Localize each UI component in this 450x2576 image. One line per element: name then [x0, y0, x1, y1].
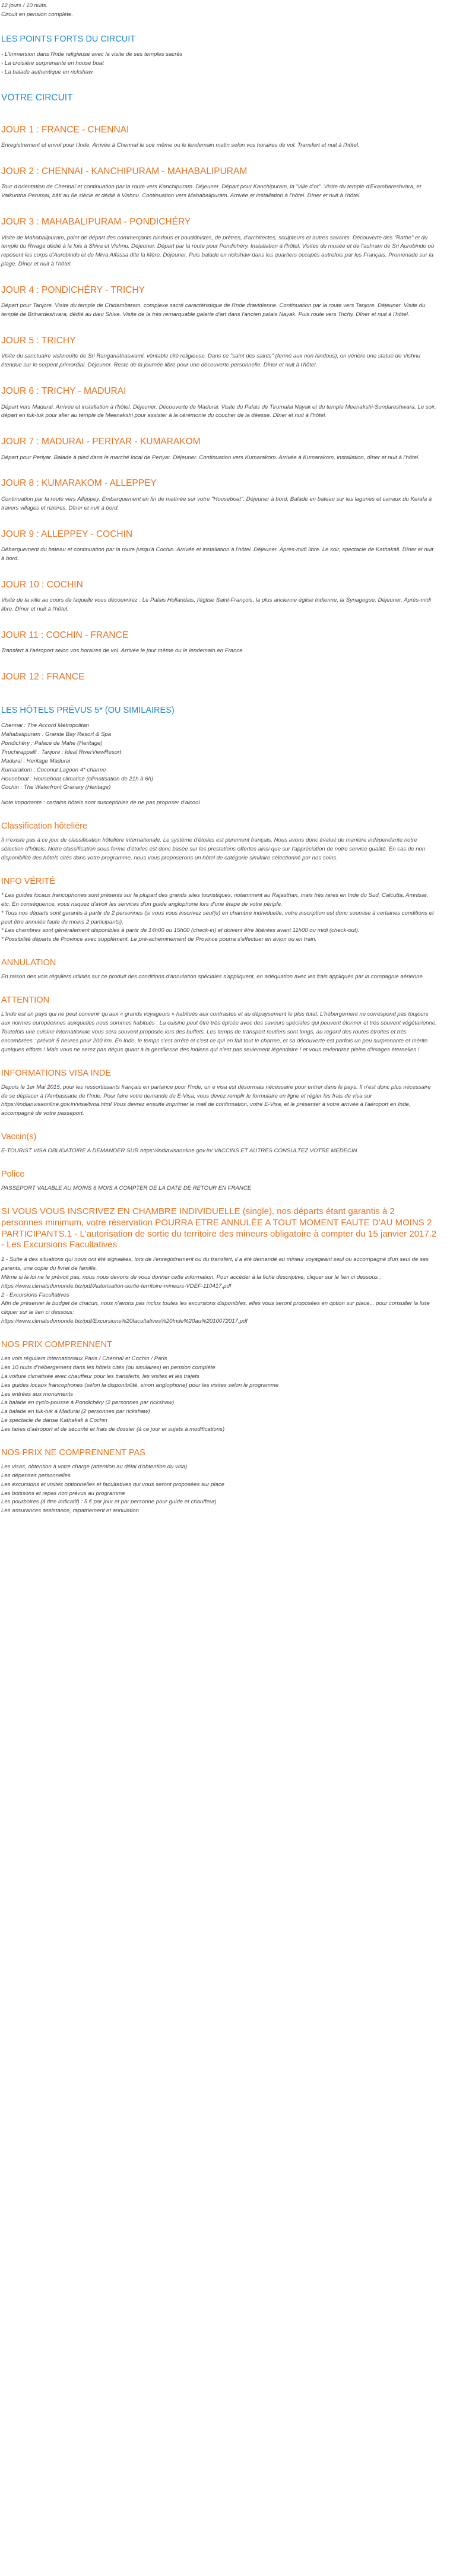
- day-8: [1, 478, 437, 513]
- list-item: Les excursions et visites optionnelles et facultatives qui vous seront proposées sur place: [1, 1481, 224, 1488]
- points-forts-heading: LES POINTS FORTS DU CIRCUIT: [1, 34, 136, 44]
- day-3: [1, 216, 437, 269]
- info-verite-list: [1, 892, 437, 944]
- list-item: Mahabalipuram : Grande Bay Resort & Spa: [1, 731, 112, 738]
- list-item: Même si la loi ne le prévoit pas, nous nous devons de vous donner cette information. Pour accéder à la fiche descriptive, cliquer sur le lien ci dessous :: [1, 1273, 381, 1281]
- list-item: - La croisière surprenante en house boat: [1, 59, 104, 67]
- list-item: Les guides locaux francophones (selon la disponibilité, sinon anglophone) pour les visites selon le programme: [1, 1382, 279, 1389]
- day-text: Enregistrement et envol pour l'Inde. Arrivée à Chennaï le soir même ou le lendemain matin selon vos horaires de vol. Transfert et nuit à l'hôtel.: [1, 142, 360, 149]
- day-text: Débarquement du bateau et continuation par la route jusqu'à Cochin. Arrivée et installation à l'hôtel. Déjeuner. Après-midi libre. Le soir, spectacle de Kathakali. Dîner et nuit à bord.: [1, 546, 433, 562]
- day-title: JOUR 9 : ALLEPPEY - COCHIN: [1, 529, 133, 539]
- single-list: [1, 1256, 437, 1326]
- day-1: [1, 124, 437, 150]
- list-item: Afin de préserver le budget de chacun, nous n'avons pas inclus toutes les excursions disponibles, elles vous seront proposées en option sur place... pour consulter la liste cliquer sur le lien ci dessous:: [1, 1300, 430, 1316]
- day-title: JOUR 8 : KUMARAKOM - ALLEPPEY: [1, 478, 157, 489]
- attention-text: L'Inde est un pays qui ne peut convenir qu'aux « grands voyageurs » habitués aux contrastes et au dépaysement le plus total. L'hébergement ne correspond pas toujours aux normes européennes auxquelles nous sommes habitués . La cuisine peut être très épicée avec des saveurs spéciales qui peuvent étonner et très souvent végétarienne. Toutefois une cuisine internationale vous sera souvent proposée lors des buffets. Les temps de transport routiers sont longs, au regard des routes étroites et très encombrées : prévoir 5 heures pour 200 km. En Inde, le temps s'est arrêté et c'est ce qui en fait tout le charme, et sa découverte est parfois un peu surprenante et mérite quelques efforts ! Mais vous ne serez pas déçus quant à la gentillesse des indiens qui n'est pas seulement légendaire ! et vous reviendrez pleins d'images éternelles !: [1, 1011, 437, 1053]
- intro: [1, 2, 437, 20]
- hotels-note: Note importante : certains hôtels sont susceptibles de ne pas proposer d'alcool: [1, 799, 200, 807]
- list-item: Tiruchirappalli : Tanjore : Ideal RiverViewResort: [1, 749, 122, 756]
- day-text: Tour d'orientation de Chennaï et continuation par la route vers Kanchipuram. Déjeuner. Départ pour Kanchipuram, la "ville d'or". Visite du temple d'Ekambareshvara, et Vaikuntha Perumal, bâti au 8e siècle et dédié à Vishnu. Continuation vers Mahabalipuram. Arrivée et installation à l'hôtel. Dîner et nuit à l'hôtel.: [1, 184, 422, 200]
- list-item: La balade en tuk-tuk à Madurai (2 personnes par rickshaw): [1, 1408, 150, 1415]
- hotels-heading: LES HÔTELS PRÉVUS 5* (OU SIMILAIRES): [1, 706, 175, 716]
- day-text: Départ vers Madurai. Arrivée et installation à l'hôtel. Déjeuner. Découverte de Madurai. Visite du Palais de Tirumalai Nayak et du temple Meenakshi-Sundareshwara. Le soir, départ en tuk-tuk pour aller au temple de Meenakshi pour assister à la cérémonie du coucher de la déesse. Dîner et nuit à l'hôtel.: [1, 403, 436, 419]
- list-item: Les pourboires (à titre indicatif) : 5 € par jour et par personne pour guide et chauffeur): [1, 1499, 217, 1506]
- link-autorisation[interactable]: https://www.climatsdumonde.biz/pdf/Autorisation-sortie-territoire-mineurs-VDEF-110417.pdf: [1, 1282, 232, 1289]
- list-item: Les entrées aux monuments: [1, 1390, 74, 1398]
- prix-ne-comprennent-list: [1, 1463, 437, 1516]
- list-item: Les assurances assistance, rapatriement et annulation: [1, 1507, 139, 1515]
- day-title: JOUR 12 : FRANCE: [1, 671, 85, 682]
- day-text: Visite de la ville au cours de laquelle vous découvrirez : Le Palais Hollandais, l'église Saint-François, la plus ancienne église Indienne, la Synagogue. Déjeuner. Après-midi libre. Dîner et nuit à l'hôtel.: [1, 597, 432, 612]
- day-title: JOUR 1 : FRANCE - CHENNAI: [1, 124, 129, 135]
- list-item: Les visas, obtention à votre charge (attention au délai d'obtention du visa): [1, 1463, 188, 1470]
- list-item: Les vols réguliers internationaux Paris / Chennaï et Cochin / Paris: [1, 1355, 167, 1363]
- day-title: JOUR 4 : PONDICHÉRY - TRICHY: [1, 285, 145, 295]
- vaccins-heading: Vaccin(s): [1, 1132, 37, 1142]
- day-11: [1, 630, 437, 656]
- day-title: JOUR 2 : CHENNAI - KANCHIPURAM - MAHABALIPURAM: [1, 166, 248, 177]
- list-item: Cochin : The Waterfront Granary (Heritage): [1, 784, 111, 791]
- attention-heading: ATTENTION: [1, 995, 50, 1006]
- list-item: La balade en cyclo-pousse à Pondichéry (2 personnes par rickshaw): [1, 1399, 175, 1406]
- day-4: [1, 285, 437, 320]
- day-2: [1, 166, 437, 201]
- police-heading: Police: [1, 1170, 25, 1180]
- vaccins-text: E-TOURIST VISA OBLIGATOIRE A DEMANDER SUR https://indiavisaonline.gov.in/ VACCINS ET AUTRES CONSULTEZ VOTRE MEDECIN: [1, 1148, 357, 1155]
- list-item: La voiture climatisée avec chauffeur pour les transferts, les visites et les trajets: [1, 1373, 199, 1380]
- list-item: Houseboat : Houseboat climatisé (climatisation de 21h à 6h): [1, 775, 153, 782]
- intro-duration: 12 jours / 10 nuits.: [1, 2, 48, 9]
- list-item: * Tous nos départs sont garantis à partir de 2 personnes (si vous vous inscrivez seul(e) en chambre individuelle, votre inscription est donc soumise à certaines conditions et peut être annulée faute du moins 2 participants).: [1, 909, 434, 925]
- prix-comprennent-list: [1, 1355, 437, 1434]
- day-title: JOUR 5 : TRICHY: [1, 336, 76, 346]
- list-item: 2 - Excursions Facultatives: [1, 1291, 69, 1298]
- classification-text: Il n'existe pas à ce jour de classification hôtelière internationale. Le système d'étoiles est purement français. Nous avons donc évalué de manière indépendante notre sélection d'hôtels. Notre classification sous forme d'étoiles est donc basée sur les prestations offertes ainsi que sur l'appréciation de notre service qualité. En cas de non disponibilité des hôtels cités dans votre programme, nous vous proposerons un hôtel de catégorie similaire sélectionné par nos soins.: [1, 837, 426, 862]
- day-9: [1, 529, 437, 564]
- single-heading: SI VOUS VOUS INSCRIVEZ EN CHAMBRE INDIVIDUELLE (single), nos départs étant garantis à 2 personnes minimum, votre réservation POURRA ETRE ANNULÉE A TOUT MOMENT FAUTE D'AU MOINS 2 PARTICIPANTS.1 - L'autorisation de sortie du territoire des mineurs obligatoire à compter du 15 janvier 2017.2 - Les Excursions Facultatives: [1, 1206, 437, 1250]
- day-text: Visite de Mahabalipuram, point de départ des commerçants hindous et bouddhistes, de prêtres, d'architectes, sculpteurs et autres savants. Découverte des "Rathe" et du temple du Rivage dédié à la fois à Shiva et Vishnu. Déjeuner. Départ par la route pour Pondichéry. Installation à l'hôtel. Visites du musée et de l'ashram de Sri Aurobindo où reposent les corps d'Aurobindo et de Mirra Alfassa dite la Mère. Déjeuner. Puis balade en rickshaw dans les quartiers occupés autrefois par les Français. Promenade sur la plage. Dîner et nuit à l'hôtel.: [1, 234, 435, 268]
- prix-comprennent-heading: NOS PRIX COMPRENNENT: [1, 1340, 112, 1349]
- classification-heading: Classification hôtelière: [1, 821, 88, 832]
- list-item: Madurai : Heritage Madurai: [1, 757, 71, 764]
- list-item: Les 10 nuits d'hébergement dans les hôtels cités (ou similaires) en pension complète: [1, 1364, 216, 1371]
- list-item: Les boissons et repas non prévus au programme: [1, 1490, 125, 1497]
- annulation-heading: ANNULATION: [1, 958, 56, 968]
- day-6: [1, 385, 437, 421]
- hotels-list: [1, 722, 437, 792]
- list-item: - L'immersion dans l'Inde religieuse avec la visite de ses temples sacrés: [1, 50, 183, 58]
- day-title: JOUR 6 : TRICHY - MADURAI: [1, 386, 126, 397]
- day-text: Départ pour Periyar. Balade à pied dans le marché local de Periyar. Déjeuner. Continuation vers Kumarakom. Arrivée à Kumarakom, installation, dîner et nuit à l'hôtel.: [1, 454, 420, 461]
- day-12: [1, 671, 437, 682]
- day-title: JOUR 10 : COCHIN: [1, 579, 83, 590]
- list-item: Kumarakom : Coconut Lagoon 4* charme: [1, 766, 106, 773]
- list-item: Pondichéry : Palace de Mahe (Heritage): [1, 740, 103, 747]
- day-7: [1, 436, 437, 462]
- intro-pension: Circuit en pension complète.: [1, 11, 74, 18]
- points-forts-list: [1, 50, 437, 77]
- list-item: Chennai : The Accord Metropolitan: [1, 722, 89, 729]
- day-5: [1, 335, 437, 370]
- list-item: * Les chambres sont généralement disponibles à partir de 14h00 ou 15h00 (check-in) et doivent être libérées avant 11h00 ou midi (check-out).: [1, 927, 360, 934]
- annulation-text: En raison des vols réguliers utilisés sur ce produit des conditions d'annulation spéciales s'appliquent, en adéquation avec les frais appliqués par la compagnie aérienne.: [1, 973, 424, 981]
- day-text: Transfert à l'aéroport selon vos horaires de vol. Arrivée le jour même ou le lendemain en France.: [1, 647, 245, 655]
- day-title: JOUR 11 : COCHIN - FRANCE: [1, 630, 129, 640]
- list-item: Les dépenses personnelles: [1, 1472, 71, 1479]
- police-text: PASSEPORT VALABLE AU MOINS 6 MOIS A COMPTER DE LA DATE DE RETOUR EN FRANCE: [1, 1185, 252, 1192]
- visa-text: Depuis le 1er Mai 2015, pour les ressortissants français en partance pour l'Inde, un e visa est désormais nécessaire pour entrer dans le pays. Il n'est donc plus nécessaire de se déplacer à l'Ambassade de l'Inde. Pour faire votre demande de E-Visa, vous devez remplir le formulaire en ligne et régler les frais de visa sur https://indianvisaonline.gov.in/visa/tvoa.html Vous devrez ensuite imprimer le mail de confirmation, votre E-Visa, et le présenter à votre arrivée à l'aéroport en Inde, accompagné de votre passeport.: [1, 1083, 431, 1117]
- list-item: - La balade authentique en rickshaw: [1, 68, 93, 75]
- list-item: Les taxes d'aéroport et de sécurité et frais de dossier (à ce jour et sujets à modifications): [1, 1426, 225, 1433]
- info-verite-heading: INFO VÉRITÉ: [1, 876, 56, 886]
- day-text: Visite du sanctuaire vishnouïte de Sri Ranganathaswami, véritable cité religieuse. Dans ce "saint des saints" (fermé aux non hindous), on vénère une statue de Vishnu étendue sur le serpent primordial. Déjeuner. Reste de la journée libre pour une découverte personnelle. Dîner et nuit à l'hôtel.: [1, 353, 421, 369]
- link-excursions[interactable]: https://www.climatsdumonde.biz/pdf/Excursions%20facultatives%20Inde%20au%2010072017.pdf: [1, 1318, 248, 1325]
- visa-heading: INFORMATIONS VISA INDE: [1, 1068, 112, 1078]
- list-item: 1 - Suite à des situations qui nous ont été signalées, lors de l'enregistrement ou du transfert, il a été demandé au mineur voyageant seul ou accompagné d'un seul de ses parents, une copie du livret de famille.: [1, 1256, 429, 1272]
- list-item: Le spectacle de danse Kathakali à Cochin: [1, 1417, 107, 1424]
- circuit-heading: VOTRE CIRCUIT: [1, 93, 73, 103]
- day-title: JOUR 7 : MADURAI - PERIYAR - KUMARAKOM: [1, 437, 201, 447]
- day-text: Continuation par la route vers Alleppey. Embarquement en fin de matinée sur votre "Houseboat". Déjeuner à bord. Balade en bateau sur les lagunes et canaux du Kerala à travers villages et rizières. Dîner et nuit à bord.: [1, 495, 432, 511]
- day-title: JOUR 3 : MAHABALIPURAM - PONDICHÉRY: [1, 217, 191, 227]
- list-item: * Possibilité départs de Province avec supplément. Le pré-acheminement de Province pourra s'effectuer en avion ou en train.: [1, 936, 317, 943]
- day-10: [1, 579, 437, 614]
- prix-ne-comprennent-heading: NOS PRIX NE COMPRENNENT PAS: [1, 1447, 145, 1458]
- list-item: * Les guides locaux francophones sont présents sur la plupart des grands sites touristiques, notamment au Rajasthan, mais très rares en Inde du Sud, Calcutta, Amritsar, etc. En conséquence, vous risquez d'avoir les services d'un guide anglophone lors d'une étape de votre périple.: [1, 892, 429, 908]
- day-text: Départ pour Tanjore. Visite du temple de Chidambaram, complexe sacré caractéristique de l'Inde dravidienne. Continuation par la route vers Tanjore. Déjeuner. Visite du temple de Brihardeshvara, dédié au dieu Shiva. Visite de la très remarquable galerie d'art dans l'ancien palais Nayak. Puis route vers Trichy. Dîner et nuit à l'hôtel.: [1, 302, 426, 318]
